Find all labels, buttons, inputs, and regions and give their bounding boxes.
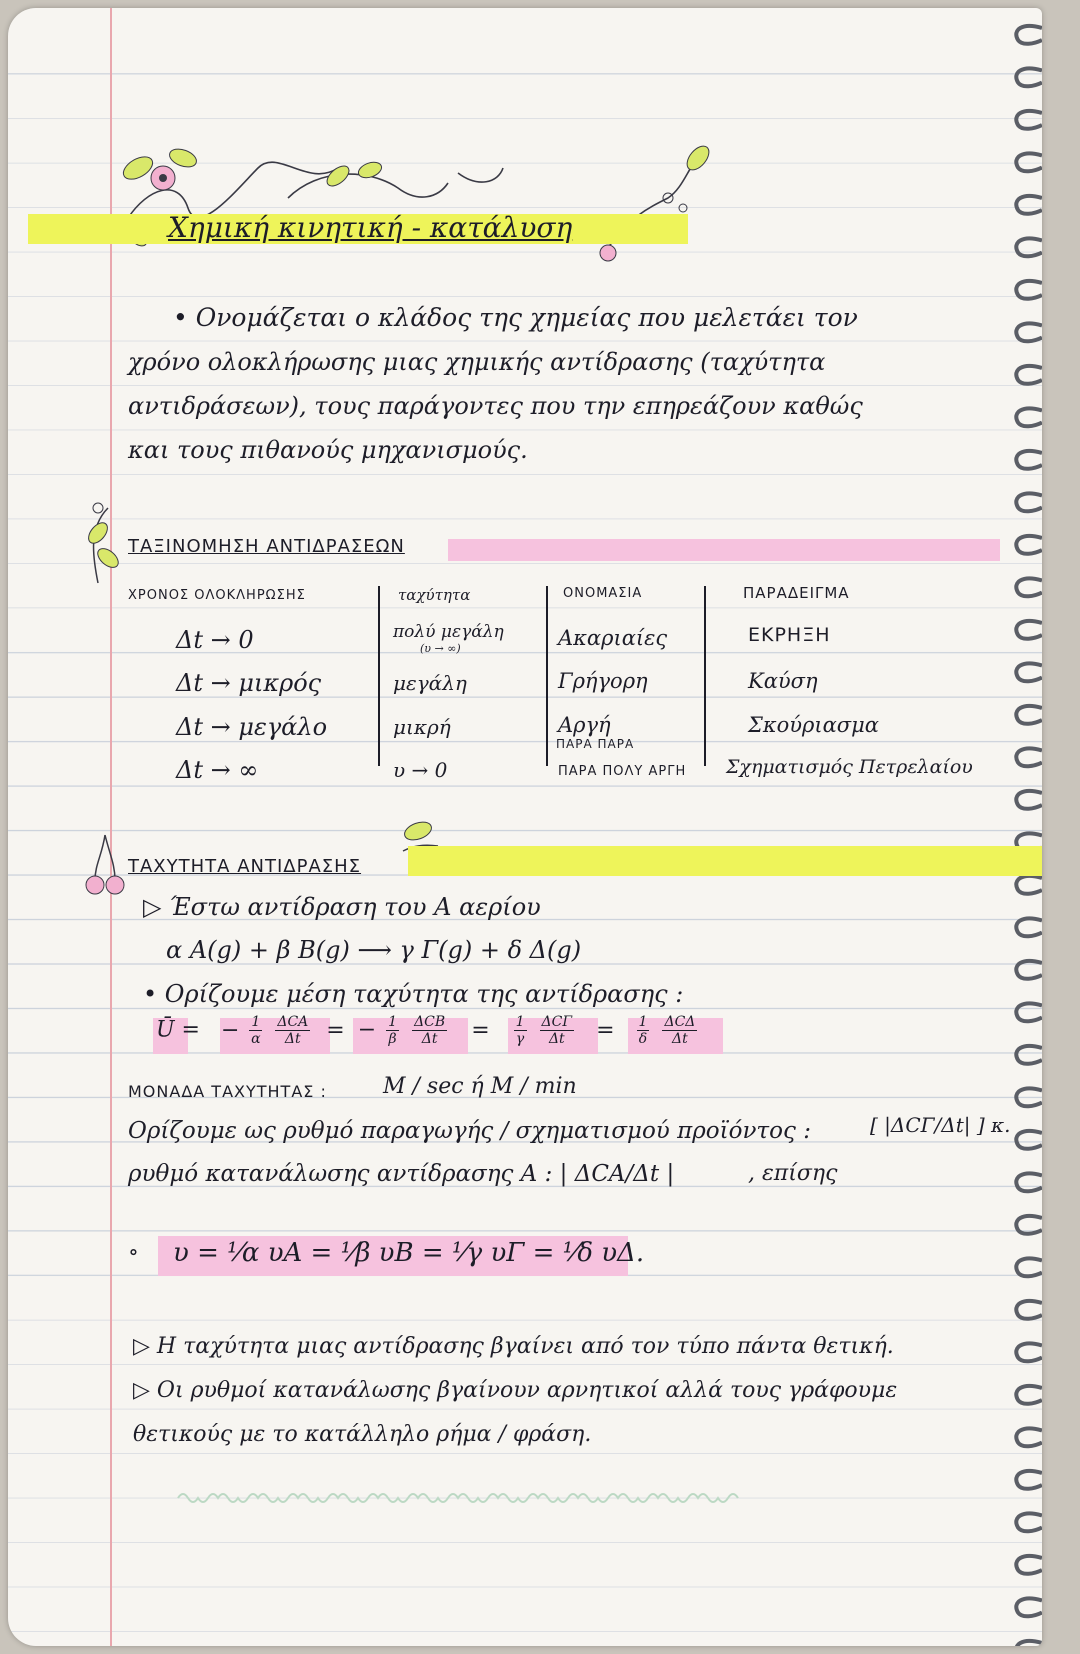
spiral-ring: [1016, 663, 1042, 681]
floral-doodle-icon: [108, 128, 668, 278]
table-cell-example: Σχηματισμός Πετρελαίου: [726, 756, 973, 778]
wavy-divider: [178, 1488, 738, 1508]
spiral-ring: [1016, 1301, 1042, 1319]
spiral-ring: [1016, 26, 1042, 44]
note-line-3: θετικούς με το κατάλληλο ρήμα / φράση.: [133, 1422, 592, 1447]
spiral-ring: [1016, 451, 1042, 469]
table-divider-1: [378, 586, 380, 766]
spiral-ring: [1016, 578, 1042, 596]
spiral-ring: [1016, 281, 1042, 299]
note-line-2: ▷ Οι ρυθμοί κατανάλωσης βγαίνουν αρνητικοί αλλά τους γράφουμε: [133, 1378, 898, 1403]
intro-line-2: χρόνο ολοκλήρωσης μιας χημικής αντίδρασης (ταχύτητα: [128, 348, 826, 376]
spiral-ring: [1016, 111, 1042, 129]
term3-frac: $\frac{\text{ΔCΓ}}{\Delta t}$: [541, 1014, 573, 1047]
spiral-ring: [1016, 1513, 1042, 1531]
term4-coef: $\frac{1}{\delta}$: [638, 1014, 648, 1047]
spiral-ring: [1016, 1556, 1042, 1574]
page-title: Χημική κινητική - κατάλυση: [168, 211, 573, 244]
cherry-icon: [80, 830, 130, 900]
table-cell-name: Αργή: [558, 713, 611, 737]
table-header-name: ΟΝΟΜΑΣΙΑ: [563, 586, 643, 601]
table-cell-time: Δt → μεγάλο: [176, 713, 328, 741]
units-value: M / sec ή M / min: [383, 1074, 577, 1099]
spiral-ring: [1016, 621, 1042, 639]
table-cell-example: Καύση: [748, 669, 818, 693]
spiral-ring: [1016, 153, 1042, 171]
units-label: ΜΟΝΑΔΑ ΤΑΧΥΤΗΤΑΣ :: [128, 1082, 327, 1101]
spiral-ring: [1016, 238, 1042, 256]
spiral-ring: [1016, 791, 1042, 809]
reaction-equation: α Α(g) + β Β(g) ⟶ γ Γ(g) + δ Δ(g): [166, 936, 582, 964]
spiral-ring: [1016, 1386, 1042, 1404]
spiral-ring: [1016, 706, 1042, 724]
spiral-ring: [1016, 876, 1042, 894]
term2-coef: $\frac{1}{\beta}$: [388, 1014, 398, 1047]
table-cell-name: Γρήγορη: [558, 669, 648, 693]
mean-rate-formula: [156, 1014, 700, 1047]
spiral-binding: [1002, 8, 1042, 1646]
production-rate-line: Ορίζουμε ως ρυθμό παραγωγής / σχηματισμού προϊόντος :: [128, 1118, 811, 1144]
spiral-ring: [1016, 1088, 1042, 1106]
spiral-ring: [1016, 196, 1042, 214]
table-cell-speed: υ → 0: [393, 758, 448, 782]
table-cell-speed: μικρή: [393, 715, 451, 739]
cherry-doodle-icon: [588, 138, 738, 288]
intro-line-4: και τους πιθανούς μηχανισμούς.: [128, 436, 528, 464]
notebook-page: [8, 8, 1042, 1646]
intro-line-1: • Ονομάζεται ο κλάδος της χημείας που μελετάει τον: [173, 303, 858, 332]
consumption-rate-tail: , επίσης: [748, 1161, 838, 1186]
spiral-ring: [1016, 918, 1042, 936]
table-cell-example: Σκούριασμα: [748, 713, 879, 737]
spiral-ring: [1016, 961, 1042, 979]
spiral-ring: [1016, 68, 1042, 86]
spiral-ring: [1016, 408, 1042, 426]
spiral-ring: [1016, 1343, 1042, 1361]
table-cell-example: ΕΚΡΗΞΗ: [748, 624, 831, 646]
spiral-ring: [1016, 1046, 1042, 1064]
spiral-ring: [1016, 323, 1042, 341]
spiral-ring: [1016, 1258, 1042, 1276]
spiral-ring: [1016, 366, 1042, 384]
classification-heading: ΤΑΞΙΝΟΜΗΣΗ ΑΝΤΙΔΡΑΣΕΩΝ: [128, 536, 405, 557]
spiral-ring: [1016, 1003, 1042, 1021]
rate-highlight: [408, 846, 1042, 876]
formula-eq-2: =: [471, 1017, 490, 1043]
term2-frac: $\frac{\text{ΔCB}}{\Delta t}$: [414, 1014, 446, 1047]
spiral-ring: [1016, 1598, 1042, 1616]
spiral-ring: [1016, 1131, 1042, 1149]
rate-line-1: ▷ Έστω αντίδραση του Α αερίου: [143, 893, 541, 921]
table-cell-name: Ακαριαίες: [558, 626, 668, 650]
table-cell-speed: μεγάλη: [393, 671, 467, 695]
spiral-ring: [1016, 1216, 1042, 1234]
spiral-ring: [1016, 1173, 1042, 1191]
define-mean-rate: • Ορίζουμε μέση ταχύτητα της αντίδρασης :: [143, 980, 684, 1008]
table-cell-name-note: ΠΑΡΑ ΠΑΡΑ: [556, 737, 635, 751]
leaf-doodle-icon: [68, 498, 128, 588]
table-header-speed: ταχύτητα: [398, 586, 471, 604]
term1-frac: $\frac{\text{ΔCA}}{\Delta t}$: [277, 1014, 309, 1047]
spiral-ring: [1016, 1471, 1042, 1489]
spiral-ring: [1016, 1428, 1042, 1446]
rate-relation-formula: υ = ¹⁄α υA = ¹⁄β υB = ¹⁄γ υΓ = ¹⁄δ υΔ.: [173, 1238, 645, 1268]
rate-heading: ΤΑΧΥΤΗΤΑ ΑΝΤΙΔΡΑΣΗΣ: [128, 856, 362, 877]
term1-sign: −: [220, 1017, 240, 1043]
spiral-ring: [1016, 1641, 1042, 1646]
spiral-ring: [1016, 748, 1042, 766]
spiral-ring: [1016, 493, 1042, 511]
table-cell-time: Δt → ∞: [176, 756, 259, 784]
consumption-rate-line: ρυθμό κατανάλωσης αντίδρασης Α : | ΔCA/Δt |: [128, 1161, 675, 1187]
production-rate-formula: [ |ΔCΓ/Δt| ] κ.: [870, 1113, 1011, 1137]
spiral-ring: [1016, 536, 1042, 554]
table-divider-2: [546, 586, 548, 766]
term2-sign: −: [357, 1017, 377, 1043]
table-cell-time: Δt → 0: [176, 626, 254, 654]
relation-bullet: ∘: [128, 1240, 139, 1265]
formula-eq-1: =: [326, 1017, 345, 1043]
term1-coef: $\frac{1}{\alpha}$: [251, 1014, 261, 1047]
formula-eq-3: =: [596, 1017, 615, 1043]
intro-line-3: αντιδράσεων), τους παράγοντες που την επηρεάζουν καθώς: [128, 392, 863, 420]
table-cell-name: ΠΑΡΑ ΠΟΛΥ ΑΡΓΗ: [558, 764, 687, 779]
table-divider-3: [704, 586, 706, 766]
classification-highlight: [448, 539, 1000, 561]
term3-coef: $\frac{1}{\gamma}$: [515, 1014, 525, 1047]
table-header-example: ΠΑΡΑΔΕΙΓΜΑ: [743, 584, 850, 602]
term4-frac: $\frac{\text{ΔCΔ}}{\Delta t}$: [664, 1014, 696, 1047]
table-header-time: ΧΡΟΝΟΣ ΟΛΟΚΛΗΡΩΣΗΣ: [128, 588, 306, 603]
formula-lhs: Ū =: [156, 1017, 200, 1043]
table-cell-speed-note: (υ → ∞): [420, 642, 461, 655]
table-cell-speed: πολύ μεγάλη: [393, 622, 504, 642]
table-cell-time: Δt → μικρός: [176, 669, 322, 697]
note-line-1: ▷ Η ταχύτητα μιας αντίδρασης βγαίνει από τον τύπο πάντα θετική.: [133, 1334, 894, 1359]
